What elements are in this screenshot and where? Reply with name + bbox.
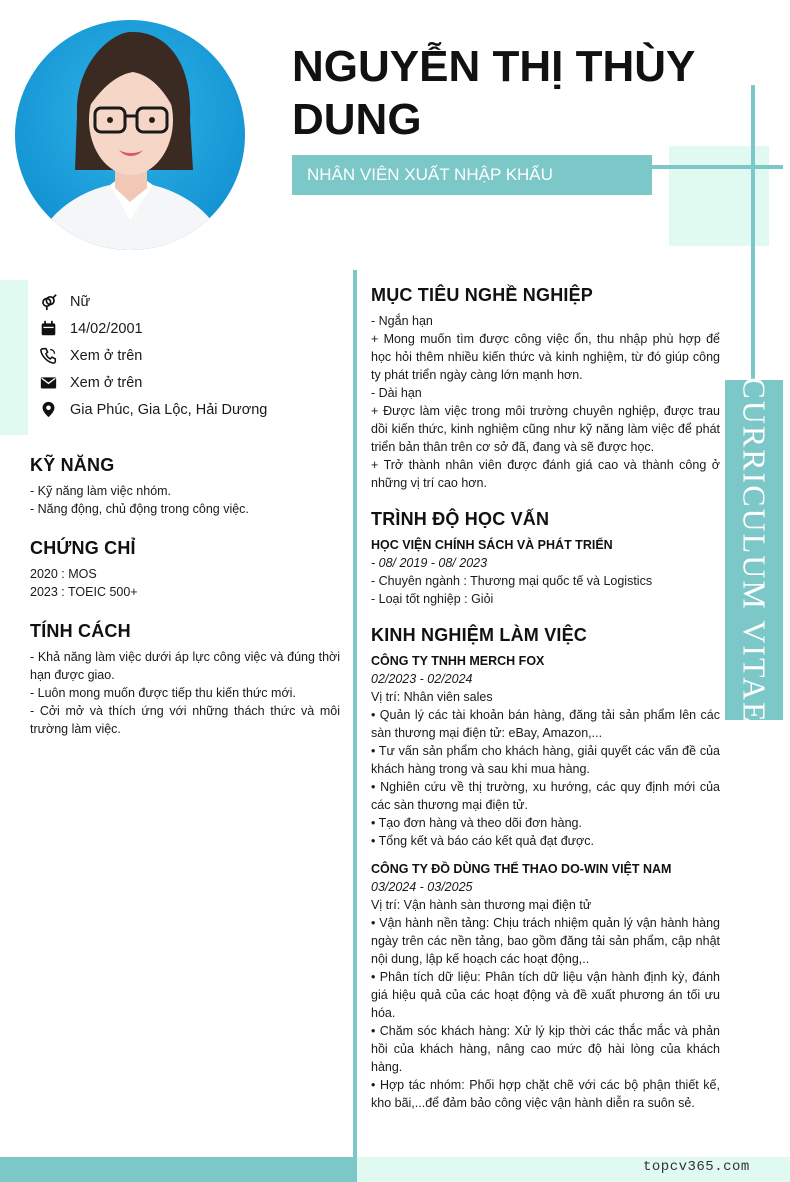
- job-title-banner: [292, 155, 652, 195]
- company-name: CÔNG TY TNHH MERCH FOX: [371, 654, 545, 668]
- contact-address: [38, 396, 348, 423]
- personality-item: - Luôn mong muốn được tiếp thu kiến thức mới.: [30, 686, 296, 700]
- education-section: [371, 509, 720, 608]
- job-task: • Tư vấn sản phẩm cho khách hàng, giải quyết các vấn đề của khách hàng trong và sau khi mua hàng.: [371, 744, 720, 776]
- job-period: 03/2024 - 03/2025: [371, 880, 473, 894]
- job-task: • Quản lý các tài khoản bán hàng, đăng tải sản phẩm lên các sàn thương mại điện tử: eBay, Amazon,...: [371, 708, 720, 740]
- location-icon: [38, 401, 58, 419]
- footer-bar-left: [0, 1157, 357, 1182]
- skills-title: KỸ NĂNG: [30, 455, 115, 475]
- column-divider: [353, 270, 357, 1182]
- objective-line: + Được làm việc trong môi trường chuyên nghiệp, được trau dồi kiến thức, kinh nghiệm cũng như kỹ năng làm việc để phát triển bản thân trên cơ sở đã, đang và sẽ được học.: [371, 404, 720, 454]
- certificates-title: CHỨNG CHỈ: [30, 538, 136, 558]
- job-task: • Hợp tác nhóm: Phối hợp chặt chẽ với các bộ phận thiết kế, kho bãi,...để đảm bảo công việc vận hành diễn ra suôn sẻ.: [371, 1078, 720, 1110]
- job-task: • Phân tích dữ liệu: Phân tích dữ liệu vận hành định kỳ, đánh giá hiệu quả của các hoạt động và đề xuất phương án tối ưu hóa.: [371, 970, 720, 1020]
- personality-item: - Cởi mở và thích ứng với những thách thức và môi trường làm việc.: [30, 704, 340, 736]
- contact-birthday: [38, 315, 348, 342]
- education-major: - Chuyên ngành : Thương mại quốc tế và Logistics: [371, 574, 653, 588]
- email-icon: [38, 374, 58, 392]
- job-position: Vị trí: Vận hành sàn thương mại điện tử: [371, 898, 592, 912]
- job-position: Vị trí: Nhân viên sales: [371, 690, 493, 704]
- experience-section: [371, 625, 720, 1112]
- certificate-item: 2023 : TOEIC 500+: [30, 585, 138, 599]
- footer-site-link[interactable]: topcv365.com: [643, 1159, 750, 1175]
- job-entry: [371, 860, 720, 1112]
- objective-line: + Trở thành nhân viên được đánh giá cao và thành công ở những vị trí cao hơn.: [371, 458, 720, 490]
- job-task: • Nghiên cứu về thị trường, xu hướng, các quy định mới của các sàn thương mại điện tử.: [371, 780, 720, 812]
- experience-title: KINH NGHIỆM LÀM VIỆC: [371, 625, 588, 645]
- education-period: - 08/ 2019 - 08/ 2023: [371, 556, 488, 570]
- profile-photo: [15, 20, 245, 250]
- candidate-name: [292, 40, 712, 146]
- contact-phone: [38, 342, 348, 369]
- address-value: Gia Phúc, Gia Lộc, Hải Dương: [70, 401, 268, 418]
- name-line-1: NGUYỄN THỊ THÙY: [292, 42, 696, 91]
- cv-vertical-banner: [725, 376, 783, 724]
- gender-icon: [38, 293, 58, 311]
- decorative-left-strip: [0, 280, 28, 435]
- job-task: • Chăm sóc khách hàng: Xử lý kịp thời các thắc mắc và phản hồi của khách hàng, nâng cao mức độ hài lòng của khách hàng.: [371, 1024, 720, 1074]
- contact-info: [38, 288, 348, 423]
- personality-section: [30, 621, 340, 738]
- education-grade: - Loại tốt nghiệp : Giỏi: [371, 592, 494, 606]
- personality-item: - Khả năng làm việc dưới áp lực công việc và đúng thời hạn được giao.: [30, 650, 340, 682]
- job-entry: [371, 652, 720, 850]
- phone-value: Xem ở trên: [70, 347, 143, 364]
- calendar-icon: [38, 320, 58, 338]
- decorative-horizontal-line: [652, 165, 783, 169]
- phone-icon: [38, 347, 58, 365]
- school-name: HỌC VIỆN CHÍNH SÁCH VÀ PHÁT TRIỂN: [371, 538, 613, 552]
- objective-line: + Mong muốn tìm được công việc ổn, thu nhập phù hợp để học hỏi thêm nhiều kiến thức và kinh nghiệm, từ đó giúp công ty phát triển ngày càng lớn mạnh hơn.: [371, 332, 720, 382]
- birthday-value: 14/02/2001: [70, 320, 143, 337]
- decorative-vertical-line: [751, 85, 755, 385]
- certificate-item: 2020 : MOS: [30, 567, 97, 581]
- skills-item: - Kỹ năng làm việc nhóm.: [30, 484, 172, 498]
- contact-email: [38, 369, 348, 396]
- job-task: • Tạo đơn hàng và theo dõi đơn hàng.: [371, 816, 582, 830]
- gender-value: Nữ: [70, 293, 91, 310]
- skills-section: [30, 455, 340, 518]
- personality-title: TÍNH CÁCH: [30, 621, 131, 641]
- job-task: • Vận hành nền tảng: Chịu trách nhiệm quản lý vận hành hàng ngày trên các nền tảng, bao gồm đăng tải sản phẩm, cập nhật nội dung, lập kế hoạch các hoạt động,..: [371, 916, 720, 966]
- objective-line: - Dài hạn: [371, 386, 422, 400]
- objective-title: MỤC TIÊU NGHỀ NGHIỆP: [371, 285, 594, 305]
- education-title: TRÌNH ĐỘ HỌC VẤN: [371, 509, 550, 529]
- cv-vertical-text: CURRICULUM VITAE: [736, 376, 773, 724]
- job-task: • Tổng kết và báo cáo kết quả đạt được.: [371, 834, 594, 848]
- job-period: 02/2023 - 02/2024: [371, 672, 473, 686]
- objective-line: - Ngắn hạn: [371, 314, 433, 328]
- objective-section: [371, 285, 720, 492]
- skills-item: - Năng động, chủ động trong công việc.: [30, 502, 249, 516]
- contact-gender: [38, 288, 348, 315]
- company-name: CÔNG TY ĐỒ DÙNG THỂ THAO DO-WIN VIỆT NAM: [371, 862, 672, 876]
- job-title-text: NHÂN VIÊN XUẤT NHẬP KHẨU: [307, 165, 553, 184]
- certificates-section: [30, 538, 340, 601]
- email-value: Xem ở trên: [70, 374, 143, 391]
- name-line-2: DUNG: [292, 95, 422, 144]
